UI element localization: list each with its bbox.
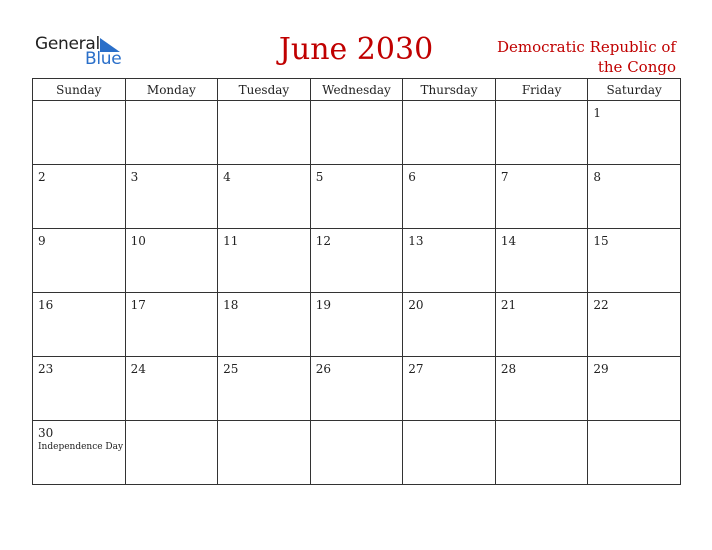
- day-number: 12: [315, 234, 331, 248]
- day-number: 11: [223, 234, 239, 248]
- week-row: [33, 165, 681, 229]
- day-cell: [125, 357, 218, 421]
- day-number: 5: [315, 170, 324, 184]
- day-cell: [403, 229, 496, 293]
- weekday-friday: Friday: [495, 79, 588, 101]
- weekday-wednesday: Wednesday: [310, 79, 403, 101]
- country-line-2: the Congo: [597, 58, 676, 76]
- day-number: 3: [130, 170, 139, 184]
- day-cell: [218, 357, 311, 421]
- day-cell: [588, 293, 681, 357]
- day-number: 30: [38, 426, 54, 440]
- day-number: 4: [223, 170, 231, 184]
- day-cell: [33, 421, 126, 485]
- day-number: 1: [593, 106, 602, 120]
- day-number: 19: [315, 298, 331, 312]
- country-name: [456, 37, 676, 77]
- day-cell: [495, 421, 588, 485]
- day-cell: [125, 101, 218, 165]
- day-number: 15: [593, 234, 609, 248]
- day-number: 14: [500, 234, 517, 248]
- day-cell: [218, 421, 311, 485]
- day-number: 21: [500, 298, 517, 312]
- day-cell: [495, 165, 588, 229]
- week-row: [33, 293, 681, 357]
- country-line-1: Democratic Republic of: [496, 38, 676, 56]
- day-cell: [33, 357, 126, 421]
- day-number: 9: [38, 234, 46, 248]
- day-cell: [495, 229, 588, 293]
- day-cell: [33, 293, 126, 357]
- day-cell: [495, 357, 588, 421]
- day-cell: [403, 101, 496, 165]
- day-cell: [495, 293, 588, 357]
- day-number: 10: [130, 234, 146, 248]
- day-cell: [588, 229, 681, 293]
- day-cell: [588, 357, 681, 421]
- day-cell: [588, 101, 681, 165]
- day-number: 22: [593, 298, 609, 312]
- week-row: [33, 357, 681, 421]
- day-number: 28: [500, 362, 517, 376]
- week-row: [33, 421, 681, 485]
- day-number: 24: [130, 362, 146, 376]
- day-cell: [310, 421, 403, 485]
- week-row: [33, 229, 681, 293]
- logo-blue-text: Blue: [85, 49, 122, 69]
- week-row: [33, 101, 681, 165]
- holiday-label: Independence Day: [38, 442, 124, 452]
- weekday-sunday: Sunday: [33, 79, 126, 101]
- day-number: 23: [38, 362, 54, 376]
- day-cell: [125, 421, 218, 485]
- day-cell: [33, 101, 126, 165]
- weekday-tuesday: Tuesday: [218, 79, 311, 101]
- day-number: 17: [130, 298, 146, 312]
- day-number: 6: [408, 170, 416, 184]
- day-cell: [310, 165, 403, 229]
- day-cell: [33, 165, 126, 229]
- day-cell: [218, 229, 311, 293]
- day-number: 16: [38, 298, 54, 312]
- day-cell: [125, 165, 218, 229]
- day-number: 25: [223, 362, 239, 376]
- day-number: 2: [38, 170, 46, 184]
- day-number: 20: [408, 298, 424, 312]
- day-cell: [403, 293, 496, 357]
- day-cell: [403, 421, 496, 485]
- day-cell: [125, 293, 218, 357]
- calendar-grid: [32, 78, 681, 485]
- day-cell: [218, 165, 311, 229]
- weekday-saturday: Saturday: [588, 79, 681, 101]
- day-cell: [403, 165, 496, 229]
- day-number: 29: [593, 362, 609, 376]
- day-number: 13: [408, 234, 424, 248]
- day-cell: [588, 421, 681, 485]
- day-number: 18: [223, 298, 239, 312]
- day-cell: [310, 229, 403, 293]
- page-title: June 2030: [278, 32, 434, 67]
- logo-general-text: General: [35, 34, 100, 54]
- day-cell: [403, 357, 496, 421]
- day-number: 26: [315, 362, 331, 376]
- day-cell: [125, 229, 218, 293]
- day-number: 8: [593, 170, 602, 184]
- day-cell: [218, 101, 311, 165]
- day-cell: [588, 165, 681, 229]
- day-cell: [310, 357, 403, 421]
- day-number: 7: [500, 170, 509, 184]
- weekday-thursday: Thursday: [403, 79, 496, 101]
- weekday-monday: Monday: [125, 79, 218, 101]
- weekday-header-row: [33, 79, 681, 101]
- day-cell: [310, 293, 403, 357]
- day-cell: [218, 293, 311, 357]
- day-cell: [495, 101, 588, 165]
- day-cell: [310, 101, 403, 165]
- day-cell: [33, 229, 126, 293]
- day-number: 27: [408, 362, 424, 376]
